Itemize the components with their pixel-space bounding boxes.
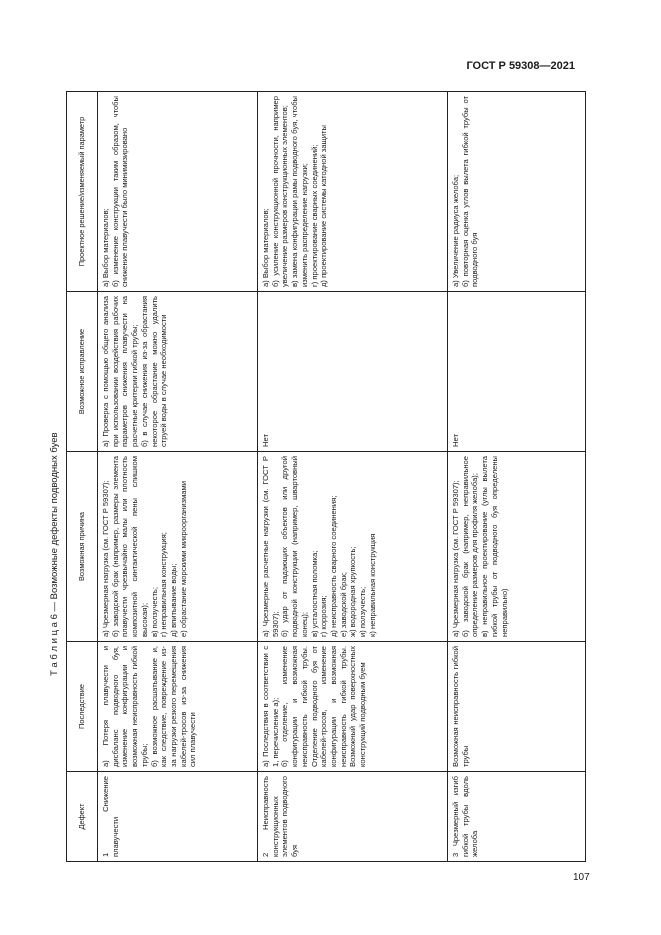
cell-cause	[98, 452, 258, 642]
table-row	[258, 92, 448, 862]
header-consequence: Последствие	[67, 642, 98, 772]
cell-fix	[448, 292, 586, 452]
cell-design	[98, 92, 258, 292]
cell-fix	[98, 292, 258, 452]
list-item: в) замена конфигурации рамы подводного буя, чтобы изменить распределение нагрузки;	[290, 96, 309, 287]
list-item: в) неправильное проектирование (углы вылета гибкой трубы от подводного буя определены неправильно)	[480, 456, 509, 637]
list-item: д) впитывание воды;	[169, 563, 179, 637]
cell-consequence	[98, 642, 258, 772]
rotated-table-wrap	[66, 92, 586, 862]
cell-defect	[258, 772, 448, 862]
defect-text: 1 Снижение плавучести	[101, 776, 120, 857]
list-item: д) проектирование системы катодной защиты	[319, 125, 329, 287]
table-row	[98, 92, 258, 862]
list-item: г) неправильная конструкция;	[159, 532, 169, 637]
cell-defect	[98, 772, 258, 862]
table-caption: Т а б л и ц а 6 — Возможные дефекты подводных буев	[49, 432, 60, 676]
list-item: Нет	[261, 434, 270, 447]
list-item: б) отделение, изменение конфигурации и возможная неисправность гибкой трубы. Отделение подводного буя от кабелей-тросов, изменение конфигурации и возможная неисправность гибкой трубы. Возможный удар поверхностных конструкций подводным буем	[280, 646, 368, 767]
cell-design	[448, 92, 586, 292]
list-item: е) обрастание морскими микроорганизмами	[178, 481, 188, 637]
list-item: б) повторная оценка углов вылета гибкой трубы от подводного буя	[460, 96, 480, 287]
list-item: а) Выбор материалов;	[101, 208, 110, 287]
page-number: 107	[573, 872, 590, 883]
list-item: а) Чрезмерная нагрузка (см. ГОСТ Р 59307);	[451, 480, 460, 637]
list-item: б) в случае снижения из-за обрастания некоторое обрастание можно удалить струей воды в случае необходимости	[139, 296, 169, 447]
list-item: а) Последствия в соответствии с 1, перечисление а);	[261, 646, 280, 767]
defect-text: 2 Неисправность конструкционных элементов подводного буя	[261, 776, 300, 857]
table-row	[448, 92, 586, 862]
cell-defect	[448, 772, 586, 862]
cell-consequence	[448, 642, 586, 772]
standard-number: ГОСТ Р 59308—2021	[466, 60, 575, 72]
list-item: а) Чрезмерные расчетные нагрузки (см. ГОСТ Р 59307);	[261, 456, 280, 637]
list-item: Возможная неисправность гибкой трубы	[451, 646, 470, 767]
list-item: а) Выбор материалов;	[261, 208, 270, 287]
cell-consequence	[258, 642, 448, 772]
list-item: а) Чрезмерная нагрузка (см. ГОСТ Р 59307);	[101, 480, 110, 637]
list-item: г) коррозия;	[319, 595, 329, 637]
list-item: в) усталостная поломка;	[309, 550, 319, 637]
list-item: б) усиление конструкционной прочности, например увеличение размеров конструкционных элементов;	[270, 96, 290, 287]
header-fix: Возможное исправление	[67, 292, 98, 452]
list-item: е) заводской брак;	[338, 571, 348, 637]
header-cause: Возможная причина	[67, 452, 98, 642]
header-design: Проектное решение/изменяемый параметр	[67, 92, 98, 292]
list-item: б) возможное расшатывание и, как следствие, повреждение из-за нагрузки резкого перемещения кабелей-тросов из-за снижения сил плавучести	[149, 646, 198, 767]
list-item: к) неправильная конструкция	[367, 533, 377, 637]
list-item: в) ползучесть;	[149, 587, 159, 637]
list-item: б) заводской брак (например, размеры элемента плавучести чрезвычайно малы или плотность композитной синтактической пены слишком высокая);	[110, 456, 149, 637]
list-item: д) неисправность сварного соединения;	[329, 495, 339, 637]
defects-table	[66, 91, 586, 862]
list-item: а) Проверка с помощью общего анализа при использовании воздействия рабочих параметров снижения плавучести на расчетные критерии гибкой трубы;	[101, 296, 140, 447]
list-item: Нет	[451, 434, 460, 447]
defect-text: 3 Чрезмерный изгиб гибкой трубы вдоль желоба	[451, 776, 480, 857]
list-item: г) проектирование сварных соединений;	[309, 144, 319, 287]
list-item: а) Потеря плавучести и дисбаланс подводного буя, изменение конфигурации и возможная неисправность гибкой трубы;	[101, 646, 149, 767]
list-item: и) ползучесть;	[358, 586, 368, 637]
list-item: б) заводской брак (например, неправильное определение размеров для профиля желоба);	[460, 456, 480, 637]
header-defect: Дефект	[67, 772, 98, 862]
cell-cause	[258, 452, 448, 642]
list-item: б) удар от падающих объектов или другой подводной конструкции (например, швартовный конец);	[280, 456, 309, 637]
list-item: ж) водородная хрупкость;	[348, 546, 358, 637]
cell-fix	[258, 292, 448, 452]
cell-design	[258, 92, 448, 292]
list-item: а) Увеличение радиуса желоба;	[451, 174, 460, 287]
list-item: б) изменение конструкции таким образом, чтобы снижение плавучести было минимизировано	[110, 96, 130, 287]
cell-cause	[448, 452, 586, 642]
table-header-row	[67, 92, 98, 862]
